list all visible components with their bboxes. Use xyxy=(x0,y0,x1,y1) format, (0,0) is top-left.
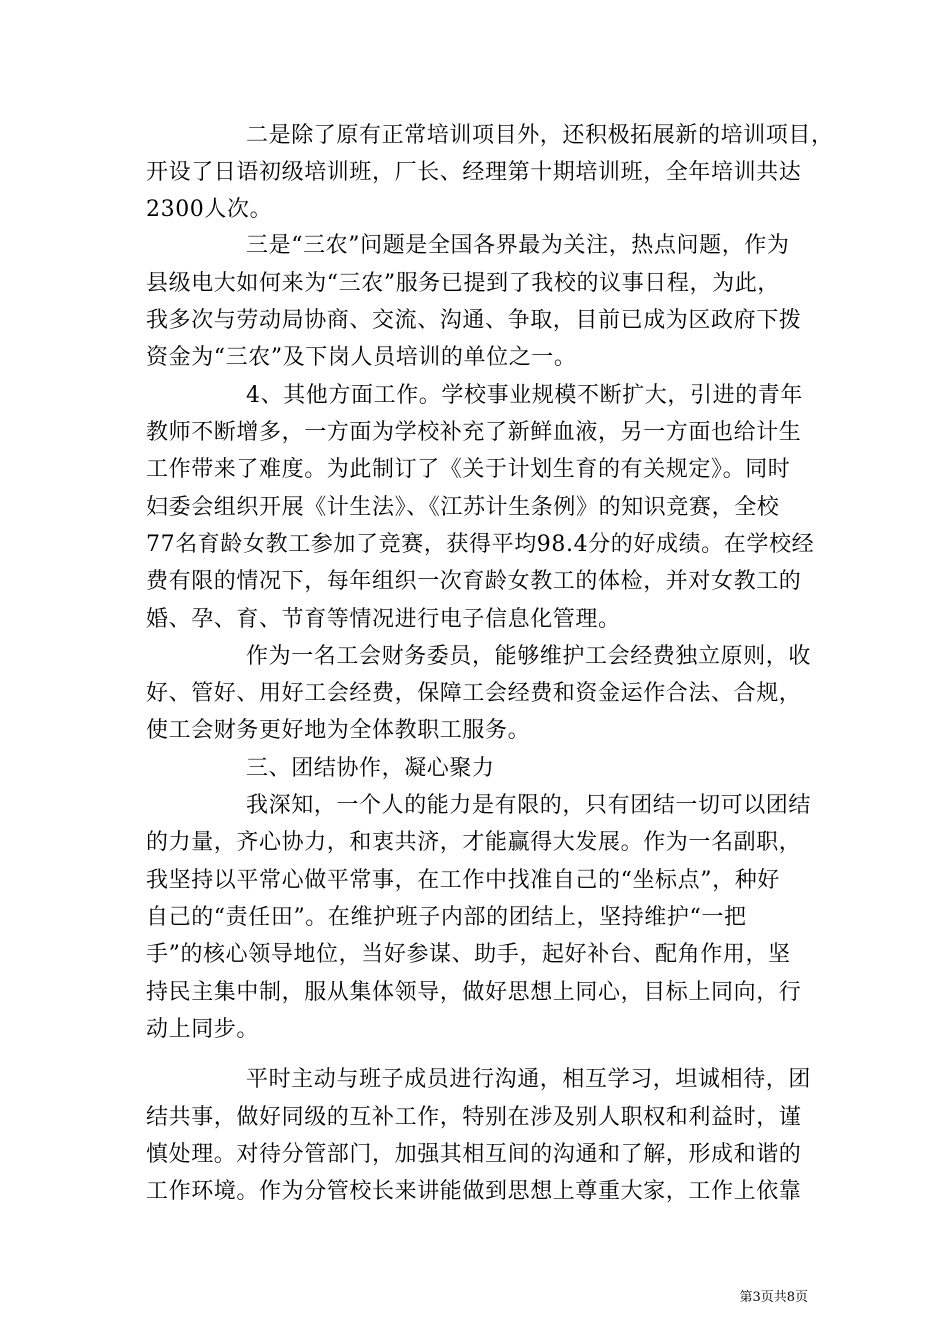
paragraph-line: 妇委会组织开展《计生法》、《江苏计生条例》的知识竞赛，全校 xyxy=(146,495,780,520)
paragraph-line: 工作带来了难度。为此制订了《关于计划生育的有关规定》。同时 xyxy=(146,457,791,482)
paragraph-line: 资金为“三农”及下岗人员培训的单位之一。 xyxy=(146,345,577,370)
paragraph-line: 手”的核心领导地位，当好参谋、助手，起好补台、配角作用，坚 xyxy=(146,942,791,967)
paragraph-line: 工作环境。作为分管校长来讲能做到思想上尊重大家，工作上依靠 xyxy=(146,1179,802,1204)
paragraph-line: 慎处理。对待分管部门，加强其相互间的沟通和了解，形成和谐的 xyxy=(146,1142,802,1167)
paragraph-line: 费有限的情况下，每年组织一次育龄女教工的体检，并对女教工的 xyxy=(146,569,802,594)
paragraph-line: 4、其他方面工作。学校事业规模不断扩大，引进的青年 xyxy=(246,383,803,408)
paragraph-line: 作为一名工会财务委员，能够维护工会经费独立原则，收 xyxy=(246,644,812,669)
paragraph-line: 好、管好、用好工会经费，保障工会经费和资金运作合法、合规， xyxy=(146,681,802,706)
paragraph-line: 开设了日语初级培训班，厂长、经理第十期培训班，全年培训共达 xyxy=(146,160,802,185)
paragraph-line: 77名育龄女教工参加了竞赛，获得平均98.4分的好成绩。在学校经 xyxy=(146,532,815,557)
paragraph-line: 婚、孕、育、节育等情况进行电子信息化管理。 xyxy=(146,607,621,632)
paragraph-line: 二是除了原有正常培训项目外，还积极拓展新的培训项目， xyxy=(246,123,834,148)
paragraph-line: 教师不断增多，一方面为学校补充了新鲜血液，另一方面也给计生 xyxy=(146,420,802,445)
paragraph-line: 持民主集中制，服从集体领导，做好思想上同心，目标上同向，行 xyxy=(146,980,802,1005)
paragraph-line: 2300人次。 xyxy=(146,197,273,222)
section-heading: 三、团结协作，凝心聚力 xyxy=(246,756,495,781)
paragraph-line: 我多次与劳动局协商、交流、沟通、争取，目前已成为区政府下拨 xyxy=(146,308,802,333)
paragraph-line: 使工会财务更好地为全体教职工服务。 xyxy=(146,718,531,743)
paragraph-line: 自己的“责任田”。在维护班子内部的团结上，坚持维护“一把 xyxy=(146,905,747,930)
paragraph-line: 结共事，做好同级的互补工作，特别在涉及别人职权和利益时，谨 xyxy=(146,1105,802,1130)
paragraph-line: 的力量，齐心协力，和衷共济，才能赢得大发展。作为一名副职， xyxy=(146,830,802,855)
paragraph-line: 我深知，一个人的能力是有限的，只有团结一切可以团结 xyxy=(246,793,812,818)
paragraph-line: 平时主动与班子成员进行沟通，相互学习，坦诚相待，团 xyxy=(246,1067,812,1092)
page-number-footer: 第3页共8页 xyxy=(739,1290,808,1305)
paragraph-line: 三是“三农”问题是全国各界最为关注，热点问题，作为 xyxy=(246,233,790,258)
paragraph-line: 县级电大如何来为“三农”服务已提到了我校的议事日程，为此， xyxy=(146,271,780,296)
paragraph-line: 我坚持以平常心做平常事，在工作中找准自己的“坐标点”，种好 xyxy=(146,868,780,893)
paragraph-line: 动上同步。 xyxy=(146,1017,260,1042)
